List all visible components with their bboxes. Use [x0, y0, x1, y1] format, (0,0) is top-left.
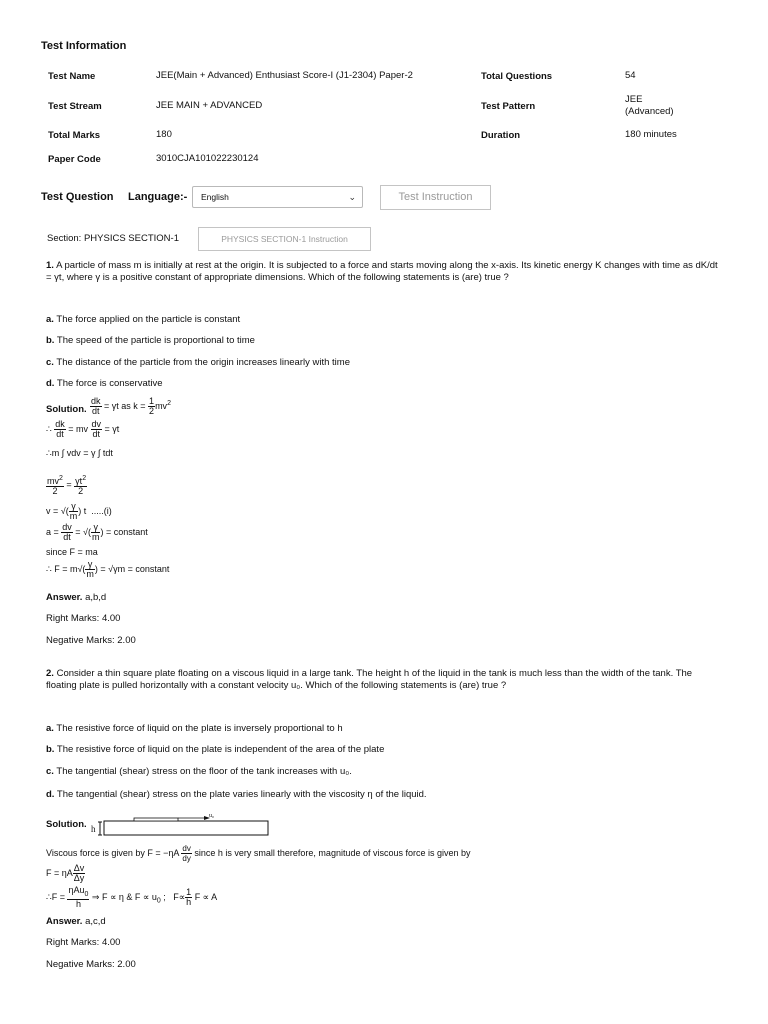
question-1-number: 1. — [46, 260, 54, 271]
q1-option-d — [46, 378, 163, 389]
q2-solution-line-tail: since h is very small therefore, magnitude of viscous force is given by — [194, 847, 471, 858]
test-pattern-label: Test Pattern — [481, 101, 536, 112]
test-information-heading: Test Information — [41, 40, 127, 52]
test-name-value: JEE(Main + Advanced) Enthusiast Score-I (J1-2304) Paper-2 — [156, 70, 413, 81]
total-questions-value: 54 — [625, 70, 636, 81]
duration-value: 180 minutes — [625, 129, 677, 140]
q1-solution-eq7: since F = ma — [46, 547, 98, 557]
q2-option-b-key: b. — [46, 744, 55, 755]
q2-negative-marks: Negative Marks: 2.00 — [46, 959, 136, 970]
q1-option-a-text: The force applied on the particle is constant — [56, 314, 241, 325]
q2-option-a-key: a. — [46, 723, 54, 734]
total-marks-value: 180 — [156, 129, 172, 140]
test-question-label: Test Question — [41, 191, 114, 203]
q1-solution-label: Solution. — [46, 404, 87, 415]
test-name-label: Test Name — [48, 71, 96, 82]
test-stream-label: Test Stream — [48, 101, 102, 112]
q1-answer — [46, 592, 106, 603]
test-pattern-value-line2: (Advanced) — [625, 106, 674, 117]
q2-solution-line-head: Viscous force is given by F = −ηA — [46, 847, 179, 858]
q2-answer-label: Answer. — [46, 916, 83, 927]
q1-option-c-text: The distance of the particle from the origin increases linearly with time — [56, 357, 350, 368]
q2-option-b-text: The resistive force of liquid on the plate is independent of the area of the plate — [56, 744, 385, 755]
q1-option-c-key: c. — [46, 357, 54, 368]
q2-option-a — [46, 723, 343, 734]
language-label: Language:- — [128, 191, 188, 203]
q2-answer-value: a,c,d — [85, 916, 106, 927]
q1-option-a — [46, 314, 240, 325]
q1-negative-marks: Negative Marks: 2.00 — [46, 635, 136, 646]
q2-option-c-key: c. — [46, 766, 54, 777]
q1-solution-eq2: ∴ $\frac{dk}{dt}$ = mv $\frac{dv}{dt}$ = γt — [46, 419, 120, 439]
question-1 — [46, 260, 722, 283]
language-selected-value: English — [201, 192, 229, 202]
paper-code-label: Paper Code — [48, 154, 101, 165]
q1-solution-eq8: ∴ F = m√( $\frac{\gamma}{m}$ ) = √γm = constant — [46, 559, 170, 579]
q1-solution-eq5: v = √( $\frac{\gamma}{m}$ ) t .....(i) — [46, 501, 112, 521]
svg-text:u₀: u₀ — [209, 813, 215, 819]
duration-label: Duration — [481, 130, 521, 141]
q2-option-b — [46, 744, 384, 755]
q1-right-marks: Right Marks: 4.00 — [46, 613, 121, 624]
q2-option-c — [46, 766, 352, 777]
chevron-down-icon: ⌄ — [348, 192, 356, 202]
q1-option-b-text: The speed of the particle is proportional to time — [56, 335, 255, 346]
q2-option-c-text: The tangential (shear) stress on the floor of the tank increases with u₀. — [56, 766, 352, 777]
q1-answer-label: Answer. — [46, 592, 83, 603]
q2-right-marks: Right Marks: 4.00 — [46, 937, 121, 948]
svg-text:h: h — [91, 824, 96, 834]
q2-dvdy-fraction: $\frac{dv}{dy}$ — [182, 844, 191, 863]
plate-diagram — [90, 811, 272, 837]
section-instruction-button[interactable]: PHYSICS SECTION-1 Instruction — [198, 227, 371, 251]
q2-option-d-key: d. — [46, 789, 55, 800]
total-questions-label: Total Questions — [481, 71, 553, 82]
section-label: Section: PHYSICS SECTION-1 — [47, 233, 179, 244]
q1-option-d-text: The force is conservative — [56, 378, 163, 389]
q2-option-a-text: The resistive force of liquid on the plate is inversely proportional to h — [56, 723, 343, 734]
q1-solution-eq1: $\frac{dk}{dt}$ = γt as k = $\frac{1}{2}$ $mv^2$ — [91, 396, 171, 416]
question-2 — [46, 668, 722, 691]
q1-option-a-key: a. — [46, 314, 54, 325]
q1-solution-eq3: ∴m ∫ vdv = γ ∫ tdt — [46, 448, 113, 458]
q2-solution-label: Solution. — [46, 819, 87, 830]
q2-solution-eq2: ∴F = $\frac{\eta Au_0}{h}$ ⇒ F ∝ η & $F \propto u_0$ ; F∝ $\frac{1}{h}$ F ∝ A — [46, 885, 218, 909]
q1-answer-value: a,b,d — [85, 592, 107, 603]
q1-solution-eq4: $\frac{mv^2}{2}$ = $\frac{\gamma t^2}{2}$ — [47, 475, 87, 496]
test-stream-value: JEE MAIN + ADVANCED — [156, 100, 263, 111]
paper-code-value: 3010CJA101022230124 — [156, 153, 259, 164]
q2-option-d — [46, 789, 427, 800]
q1-option-b — [46, 335, 255, 346]
q1-option-b-key: b. — [46, 335, 55, 346]
language-select[interactable] — [192, 186, 363, 208]
test-instruction-button[interactable]: Test Instruction — [380, 185, 491, 210]
question-1-text: A particle of mass m is initially at rest at the origin. It is subjected to a force and starts moving along the x-axis. Its kinetic energy K changes with time as dK/dt = γt, where γ is a positive constant of appropriate dimensions. Which of the following statements is (are) true ? — [46, 260, 718, 283]
q2-option-d-text: The tangential (shear) stress on the plate varies linearly with the viscosity η of the liquid. — [56, 789, 427, 800]
question-2-number: 2. — [46, 668, 54, 679]
q2-solution-eq1: F = ηA $\frac{\Delta v}{\Delta y}$ — [46, 863, 85, 883]
q2-solution-line — [46, 844, 471, 863]
q2-answer — [46, 916, 106, 927]
q1-option-d-key: d. — [46, 378, 55, 389]
q1-solution-eq6: a = $\frac{dv}{dt}$ = √( $\frac{\gamma}{m}$ ) = constant — [46, 522, 148, 542]
question-2-text: Consider a thin square plate floating on a viscous liquid in a large tank. The height h of the liquid in the tank is much less than the width of the tank. The floating plate is pulled horizontally with a constant velocity u₀. Which of the following statements is (are) true ? — [46, 668, 693, 691]
q1-option-c — [46, 357, 350, 368]
total-marks-label: Total Marks — [48, 130, 101, 141]
test-pattern-value-line1: JEE — [625, 94, 643, 105]
